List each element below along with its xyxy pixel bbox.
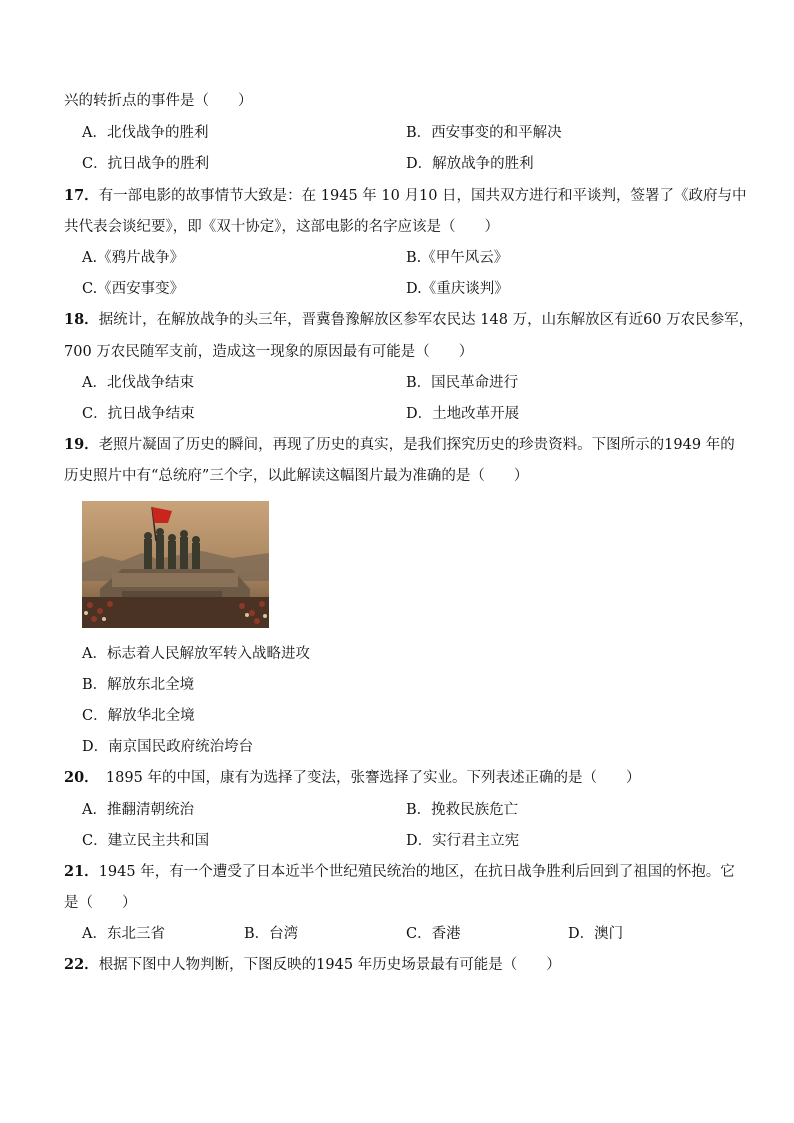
q17-option-b[interactable]: B.《甲午风云》 xyxy=(406,250,509,266)
q16-option-c[interactable]: C．抗日战争的胜利 xyxy=(82,156,210,172)
q19-option-c[interactable]: C．解放华北全境 xyxy=(82,708,195,724)
q21-stem-text: 1945 年，有一个遭受了日本近半个世纪殖民统治的地区，在抗日战争胜利后回到了祖国的怀抱。它 xyxy=(98,864,735,880)
q17-stem-line2: 共代表会谈纪要》，即《双十协定》，这部电影的名字应该是（ ） xyxy=(64,219,499,235)
q17-number: 17． xyxy=(64,187,99,204)
q17-option-a[interactable]: A.《鸦片战争》 xyxy=(82,250,185,266)
q21-option-a[interactable]: A．东北三省 xyxy=(82,926,165,942)
q17-option-c[interactable]: C.《西安事变》 xyxy=(82,281,185,297)
q20-option-a[interactable]: A．推翻清朝统治 xyxy=(82,802,194,818)
q19-stem-line1 xyxy=(64,435,735,455)
q19-stem-line2: 历史照片中有“总统府”三个字，以此解读这幅图片最为准确的是（ ） xyxy=(64,468,529,484)
q17-stem-line1 xyxy=(64,186,747,206)
q19-option-d[interactable]: D．南京国民政府统治垮台 xyxy=(82,739,254,755)
q19-number: 19． xyxy=(64,436,99,453)
q20-option-d[interactable]: D．实行君主立宪 xyxy=(406,833,520,849)
q20-stem-text: 1895 年的中国，康有为选择了变法，张謇选择了实业。下列表述正确的是（ ） xyxy=(91,770,641,786)
q16-stem: 兴的转折点的事件是（ ） xyxy=(64,93,253,109)
q18-stem-text: 据统计，在解放战争的头三年，晋冀鲁豫解放区参军农民达 148 万，山东解放区有近60 万农民参军， xyxy=(98,312,754,328)
q19-stem-text: 老照片凝固了历史的瞬间，再现了历史的真实，是我们探究历史的珍贵资料。下图所示的1949 年的 xyxy=(98,437,735,453)
q16-option-d[interactable]: D．解放战争的胜利 xyxy=(406,156,534,172)
q18-stem-line2: 700 万农民随军支前，造成这一现象的原因最有可能是（ ） xyxy=(64,344,474,360)
q18-number: 18． xyxy=(64,311,99,328)
q18-option-a[interactable]: A．北伐战争结束 xyxy=(82,375,194,391)
q21-stem-line1 xyxy=(64,862,735,882)
q18-stem-line1 xyxy=(64,310,753,330)
q16-option-b[interactable]: B．西安事变的和平解决 xyxy=(406,125,562,141)
q17-stem-text: 有一部电影的故事情节大致是：在 1945 年 10 月10 日，国共双方进行和平谈判，签署了《政府与中 xyxy=(98,188,747,204)
q19-option-b[interactable]: B．解放东北全境 xyxy=(82,677,195,693)
q18-option-c[interactable]: C．抗日战争结束 xyxy=(82,406,195,422)
q18-option-b[interactable]: B．国民革命进行 xyxy=(406,375,519,391)
q17-option-d[interactable]: D.《重庆谈判》 xyxy=(406,281,509,297)
q22-number: 22． xyxy=(64,956,99,973)
historical-photo-1949 xyxy=(82,501,269,628)
q20-number: 20． xyxy=(64,769,92,786)
q21-number: 21． xyxy=(64,863,99,880)
q20-option-b[interactable]: B．挽救民族危亡 xyxy=(406,802,519,818)
q22-stem-text: 根据下图中人物判断，下图反映的1945 年历史场景最有可能是（ ） xyxy=(98,957,561,973)
q19-option-a[interactable]: A．标志着人民解放军转入战略进攻 xyxy=(82,646,310,662)
q22-stem-line1 xyxy=(64,955,561,975)
q16-option-a[interactable]: A．北伐战争的胜利 xyxy=(82,125,209,141)
q21-option-b[interactable]: B．台湾 xyxy=(244,926,299,942)
q21-option-c[interactable]: C．香港 xyxy=(406,926,461,942)
q20-option-c[interactable]: C．建立民主共和国 xyxy=(82,833,210,849)
q21-stem-line2: 是（ ） xyxy=(64,895,137,911)
q21-option-d[interactable]: D．澳门 xyxy=(568,926,624,942)
q18-option-d[interactable]: D．土地改革开展 xyxy=(406,406,520,422)
q20-stem-line1 xyxy=(64,768,640,788)
